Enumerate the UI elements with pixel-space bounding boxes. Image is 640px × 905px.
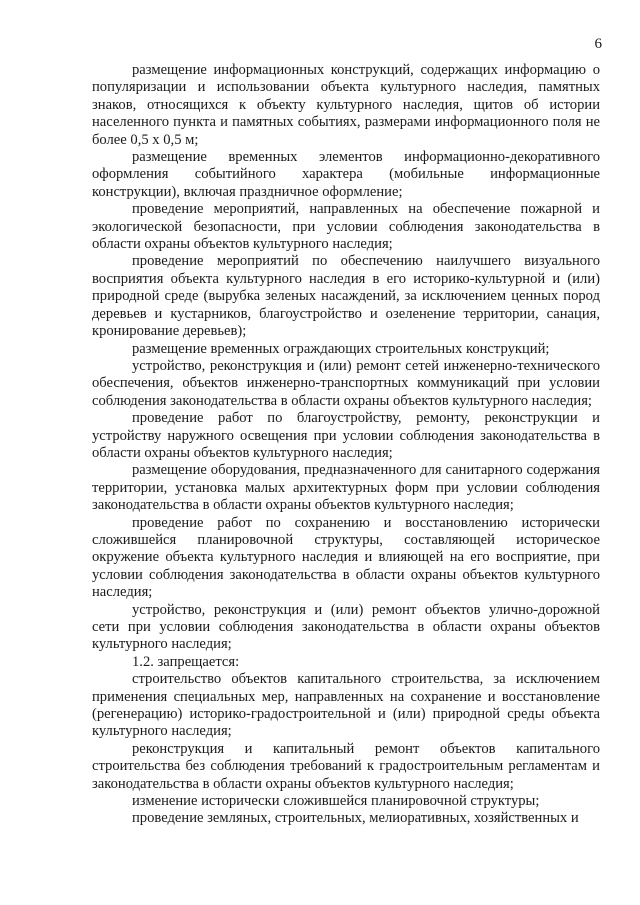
paragraph: реконструкция и капитальный ремонт объектов капитального строительства без соблюдения требований к градостроительным регламентам и законодательства в области охраны объектов культурного наследия; bbox=[92, 740, 600, 792]
paragraph: размещение информационных конструкций, содержащих информацию о популяризации и использовании объекта культурного наследия, памятных знаков, относящихся к объекту культурного наследия, щитов об истории населенного пункта и памятных событиях, размерами информационного поля не более 0,5 х 0,5 м; bbox=[92, 62, 600, 148]
page-number: 6 bbox=[594, 36, 602, 52]
paragraph: устройство, реконструкция и (или) ремонт объектов улично-дорожной сети при условии соблюдения законодательства в области охраны объектов культурного наследия; bbox=[92, 601, 600, 653]
paragraph: размещение временных элементов информационно-декоративного оформления событийного характера (мобильные информационные конструкции), включая праздничное оформление; bbox=[92, 149, 600, 200]
document-body bbox=[92, 62, 600, 828]
paragraph: проведение мероприятий, направленных на обеспечение пожарной и экологической безопасности, при условии соблюдения законодательства в области охраны объектов культурного наследия; bbox=[92, 201, 600, 253]
paragraph: изменение исторически сложившейся планировочной структуры; bbox=[132, 793, 540, 810]
section-heading: 1.2. запрещается: bbox=[132, 653, 240, 670]
paragraph: проведение мероприятий по обеспечению наилучшего визуального восприятия объекта культурного наследия в его историко-культурной и (или) природной среде (вырубка зеленых насаждений, за исключением ценных пород деревьев и кустарников, благоустройство и озеленение территории, санация, кронирование деревьев); bbox=[92, 253, 600, 340]
paragraph: размещение временных ограждающих строительных конструкций; bbox=[132, 340, 550, 357]
paragraph: устройство, реконструкция и (или) ремонт сетей инженерно-технического обеспечения, объектов инженерно-транспортных коммуникаций при условии соблюдения законодательства в области охраны объектов культурного наследия; bbox=[92, 357, 600, 409]
paragraph: строительство объектов капитального строительства, за исключением применения специальных мер, направленных на сохранение и восстановление (регенерацию) историко-градостроительной и (или) природной среды объекта культурного наследия; bbox=[92, 671, 600, 740]
paragraph: проведение работ по сохранению и восстановлению исторически сложившейся планировочной структуры, составляющей историческое окружение объекта культурного наследия и влияющей на его восприятие, при условии соблюдения законодательства в области охраны объектов культурного наследия; bbox=[92, 514, 600, 601]
paragraph: проведение работ по благоустройству, ремонту, реконструкции и устройству наружного освещения при условии соблюдения законодательства в области охраны объектов культурного наследия; bbox=[92, 410, 600, 461]
paragraph: проведение земляных, строительных, мелиоративных, хозяйственных и bbox=[132, 810, 579, 827]
paragraph: размещение оборудования, предназначенного для санитарного содержания территории, установка малых архитектурных форм при условии соблюдения законодательства в области охраны объектов культурного наследия; bbox=[92, 462, 600, 514]
